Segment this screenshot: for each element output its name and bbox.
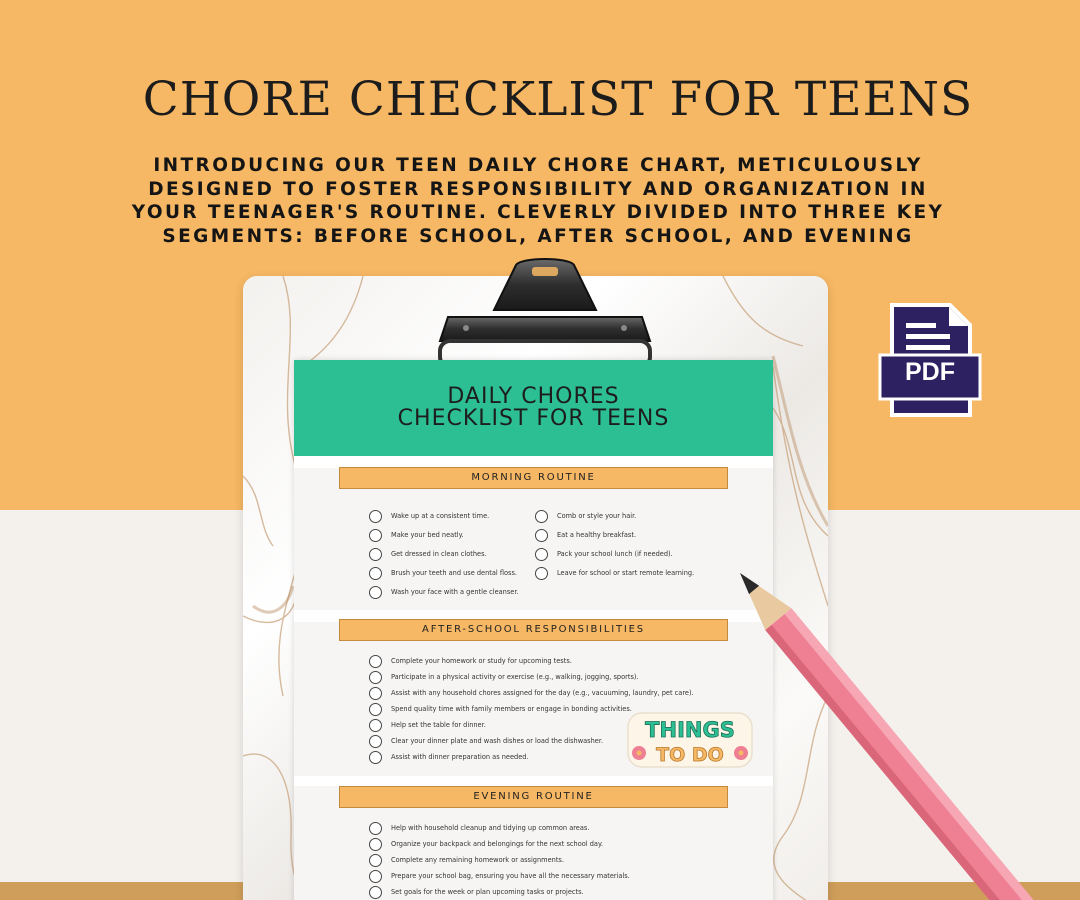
intro-line: YOUR TEENAGER'S ROUTINE. CLEVERLY DIVIDED INTO THREE KEY [131, 202, 945, 223]
item-label: Get dressed in clean clothes. [391, 550, 487, 558]
item-label: Participate in a physical activity or exercise (e.g., walking, jogging, sports). [391, 673, 639, 681]
list-item[interactable] [535, 528, 636, 542]
intro-paragraph [120, 154, 956, 248]
pdf-label: PDF [905, 358, 955, 386]
sticker-line2: TO DO [656, 744, 724, 766]
list-item[interactable] [369, 509, 489, 523]
item-label: Help with household cleanup and tidying up common areas. [391, 824, 590, 832]
list-item[interactable] [369, 528, 464, 542]
list-item[interactable] [369, 702, 632, 716]
checkbox[interactable] [369, 687, 382, 700]
flower-icon [734, 746, 748, 760]
list-item[interactable] [535, 566, 694, 580]
list-item[interactable] [369, 734, 603, 748]
checkbox[interactable] [535, 510, 548, 523]
item-label: Set goals for the week or plan upcoming tasks or projects. [391, 888, 584, 896]
list-item[interactable] [369, 869, 630, 883]
list-item[interactable] [369, 670, 639, 684]
checkbox[interactable] [369, 567, 382, 580]
list-item[interactable] [369, 821, 589, 835]
list-item[interactable] [369, 686, 694, 700]
checkbox[interactable] [369, 870, 382, 883]
clipboard-clip [436, 255, 654, 373]
item-label: Brush your teeth and use dental floss. [391, 569, 518, 577]
item-label: Wake up at a consistent time. [391, 512, 490, 520]
morning-section [294, 468, 773, 610]
item-label: Complete any remaining homework or assignments. [391, 856, 564, 864]
item-label: Pack your school lunch (if needed). [557, 550, 673, 558]
list-item[interactable] [369, 654, 572, 668]
after-school-heading: AFTER-SCHOOL RESPONSIBILITIES [339, 619, 728, 641]
flower-icon [632, 746, 646, 760]
checkbox[interactable] [369, 655, 382, 668]
checkbox[interactable] [535, 567, 548, 580]
item-label: Leave for school or start remote learning. [557, 569, 695, 577]
checkbox[interactable] [369, 751, 382, 764]
item-label: Organize your backpack and belongings for the next school day. [391, 840, 603, 848]
morning-heading: MORNING ROUTINE [339, 467, 728, 489]
evening-heading: EVENING ROUTINE [339, 786, 728, 808]
item-label: Prepare your school bag, ensuring you have all the necessary materials. [391, 872, 630, 880]
item-label: Clear your dinner plate and wash dishes or load the dishwasher. [391, 737, 604, 745]
checkbox[interactable] [535, 548, 548, 561]
intro-line: SEGMENTS: BEFORE SCHOOL, AFTER SCHOOL, AND EVENING [162, 225, 914, 247]
checklist-header [294, 360, 773, 456]
sticker-line1: THINGS [645, 718, 735, 742]
checkbox[interactable] [369, 529, 382, 542]
list-item[interactable] [535, 547, 673, 561]
list-item[interactable] [369, 547, 487, 561]
list-item[interactable] [369, 718, 486, 732]
checkbox[interactable] [369, 510, 382, 523]
list-item[interactable] [369, 566, 517, 580]
item-label: Assist with dinner preparation as needed. [391, 753, 529, 761]
checkbox[interactable] [369, 735, 382, 748]
things-to-do-sticker [627, 711, 753, 769]
checkbox[interactable] [369, 703, 382, 716]
checklist-title-line2: CHECKLIST FOR TEENS [397, 406, 670, 431]
item-label: Comb or style your hair. [557, 512, 637, 520]
checklist-paper [294, 360, 773, 900]
checkbox[interactable] [369, 822, 382, 835]
checklist-title-line1: DAILY CHORES [447, 384, 620, 409]
item-label: Help set the table for dinner. [391, 721, 486, 729]
item-label: Complete your homework or study for upcoming tests. [391, 657, 572, 665]
list-item[interactable] [369, 885, 584, 899]
item-label: Assist with any household chores assigned for the day (e.g., vacuuming, laundry, pet care). [391, 689, 694, 697]
checkbox[interactable] [535, 529, 548, 542]
checkbox[interactable] [369, 548, 382, 561]
item-label: Spend quality time with family members or engage in bonding activities. [391, 705, 632, 713]
checkbox[interactable] [369, 671, 382, 684]
checkbox[interactable] [369, 854, 382, 867]
item-label: Eat a healthy breakfast. [557, 531, 637, 539]
checkbox[interactable] [369, 719, 382, 732]
page-title: CHORE CHECKLIST FOR TEENS [142, 72, 974, 127]
list-item[interactable] [535, 509, 636, 523]
item-label: Wash your face with a gentle cleanser. [391, 588, 519, 596]
list-item[interactable] [369, 837, 603, 851]
intro-line: DESIGNED TO FOSTER RESPONSIBILITY AND ORGANIZATION IN [148, 178, 928, 200]
list-item[interactable] [369, 585, 519, 599]
list-item[interactable] [369, 750, 529, 764]
checkbox[interactable] [369, 838, 382, 851]
checkbox[interactable] [369, 886, 382, 899]
item-label: Make your bed neatly. [391, 531, 464, 539]
checkbox[interactable] [369, 586, 382, 599]
list-item[interactable] [369, 853, 564, 867]
intro-line: INTRODUCING OUR TEEN DAILY CHORE CHART, METICULOUSLY [153, 155, 923, 176]
